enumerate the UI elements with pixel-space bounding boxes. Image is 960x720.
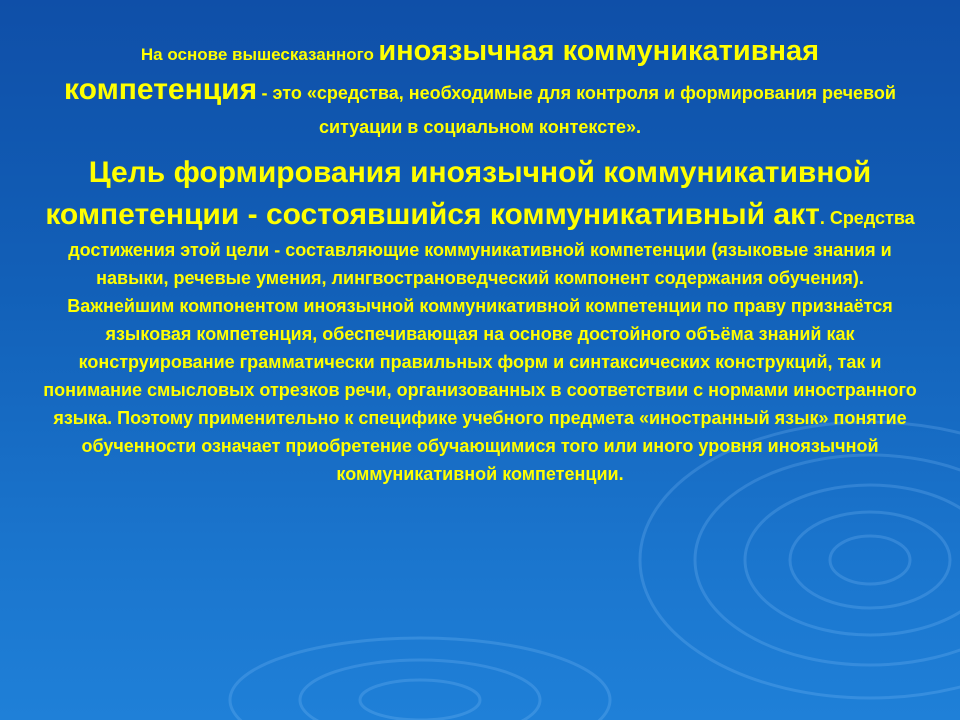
goal-paragraph — [40, 152, 920, 292]
intro-term: иноязычная коммуникативная — [378, 35, 820, 67]
intro-term-continued: компетенция — [64, 73, 258, 106]
intro-paragraph — [40, 34, 920, 146]
intro-definition: - это «средства, необходимые для контроля и формирования речевой ситуации в социальном контексте». — [261, 83, 896, 137]
slide-content — [40, 34, 920, 488]
body-paragraph: Важнейшим компонентом иноязычной коммуникативной компетенции по праву признаётся языковая компетенция, обеспечивающая на основе достойного объёма знаний как конструирование грамматически правильных форм и синтаксических конструкций, так и понимание смысловых отрезков речи, организованных в соответствии с нормами иностранного языка. Поэтому применительно к специфике учебного предмета «иностранный язык» понятие обученности означает приобретение обучающимися того или иного уровня иноязычной коммуникативной компетенции. — [43, 296, 917, 484]
goal-heading: Цель формирования иноязычной коммуникативной компетенции - состоявшийся коммуникативный акт — [45, 156, 872, 231]
goal-means: . Средства достижения этой цели - составляющие коммуникативной компетенции (языковые знания и навыки, речевые умения, лингвострановедческий компонент содержания обучения). — [68, 208, 915, 288]
intro-lead: На основе вышесказанного — [140, 45, 374, 64]
